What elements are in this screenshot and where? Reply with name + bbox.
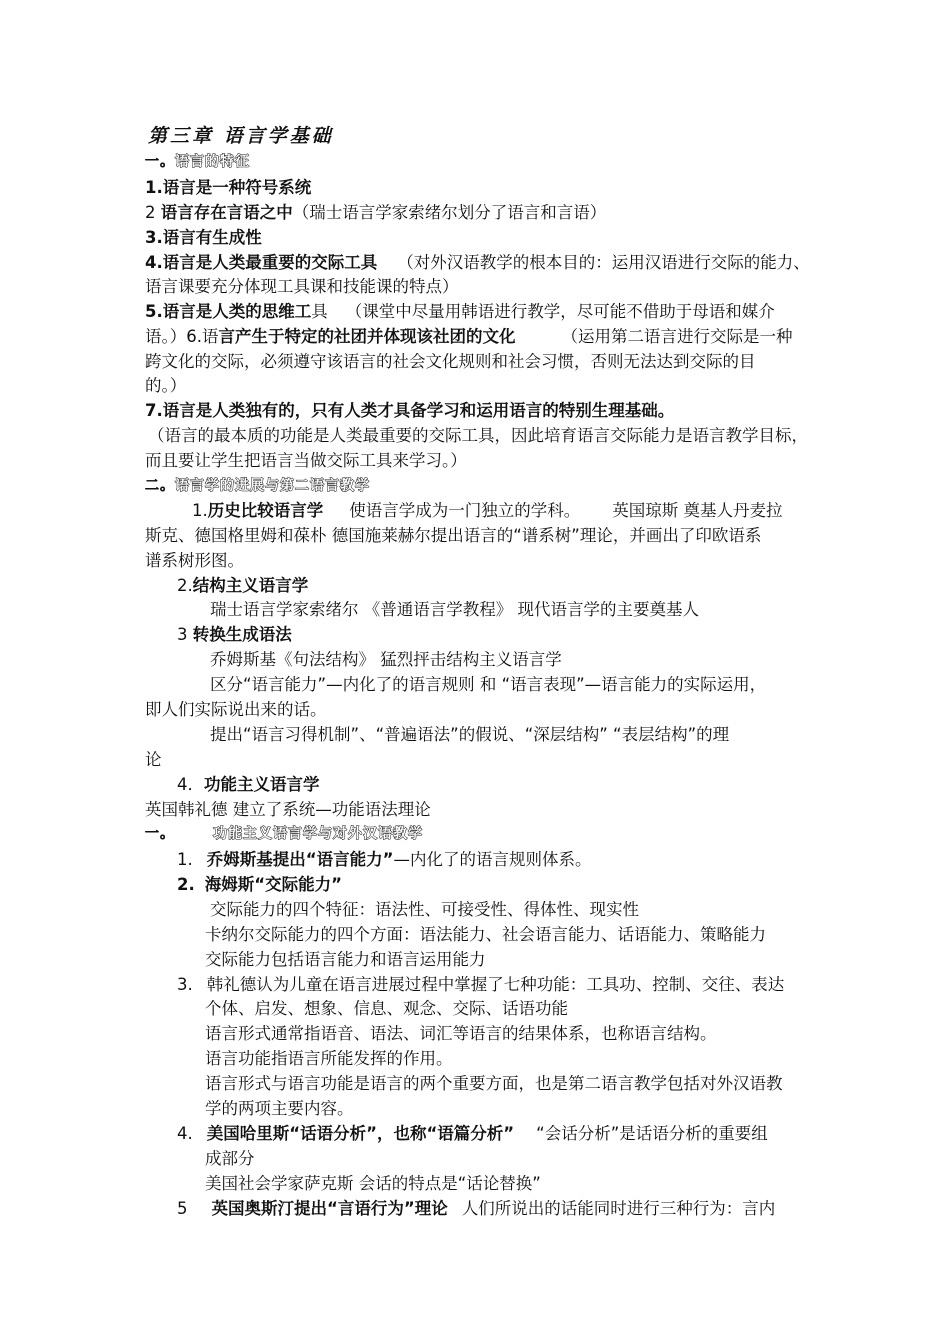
progress-2-number: 2.: [177, 576, 193, 595]
progress-4: [177, 773, 320, 797]
features-summary-cont: 而且要让学生把语言当做交际工具来学习。）: [145, 451, 467, 470]
functional-item-5: [177, 1197, 775, 1221]
progress-1-number: 1.: [192, 501, 208, 520]
functional-item-2: [177, 873, 342, 897]
section-number: 二。: [145, 478, 175, 494]
item-number: 1.: [177, 850, 193, 869]
feature-4-note-cont: 语言课要充分体现工具课和技能课的特点）: [145, 277, 459, 296]
section-number: 一。: [145, 826, 175, 842]
section-title: 语言的特征: [175, 154, 250, 170]
item-text: “会话分析”是话语分析的重要组: [536, 1124, 768, 1143]
feature-2-number: 2: [145, 203, 161, 222]
functional-item-3-d: 语言功能指语言所能发挥的作用。: [205, 1049, 453, 1068]
item-number: 4.: [177, 1124, 193, 1143]
progress-3: [177, 623, 292, 647]
feature-6-note: （运用第二语言进行交际是一种: [561, 327, 793, 346]
item-number: 3.: [177, 975, 193, 994]
feature-2-title: 语言存在言语之中: [160, 203, 293, 222]
feature-5-note: （课堂中尽量用韩语进行教学，尽可能不借助于母语和媒介: [345, 302, 775, 321]
progress-3-number: 3: [177, 625, 193, 644]
feature-5-note-cont: 语。）: [145, 327, 187, 346]
feature-4-title: 4.语言是人类最重要的交际工具: [145, 253, 378, 272]
feature-3: 3.语言有生成性: [145, 228, 262, 247]
functional-item-3-c: 语言形式通常指语音、语法、词汇等语言的结果体系，也称语言结构。: [205, 1024, 717, 1043]
feature-4: [145, 251, 810, 275]
progress-2-text: 瑞士语言学家索绪尔 《普通语言学教程》 现代语言学的主要奠基人: [210, 600, 699, 619]
functional-item-3: [177, 973, 784, 997]
item-title: 英国奥斯汀提出“言语行为”理论: [211, 1199, 448, 1218]
item-title: 美国哈里斯“话语分析”，也称“语篇分析”: [206, 1124, 515, 1143]
functional-item-2-a: 交际能力的四个特征：语法性、可接受性、得体性、现实性: [210, 900, 639, 919]
feature-2-note: （瑞士语言学家索绪尔划分了语言和言语）: [292, 203, 607, 222]
feature-5-title: 5.语言是人类的思维工: [145, 302, 312, 321]
progress-1: [192, 499, 783, 523]
feature-2: [145, 201, 606, 225]
item-number: 5: [177, 1199, 188, 1218]
section-heading-progress: [145, 474, 370, 498]
progress-4-text: 英国韩礼德 建立了系统—功能语法理论: [145, 800, 431, 819]
feature-5: [145, 300, 775, 324]
progress-1-text-b: 英国琼斯 奠基人丹麦拉: [612, 501, 783, 520]
progress-3-text: 乔姆斯基《句法结构》 猛烈抨击结构主义语言学: [210, 650, 562, 669]
section-title: 功能主义语言学与对外汉语教学: [213, 826, 423, 842]
progress-3-text-c: 即人们实际说出来的话。: [145, 700, 327, 719]
item-text: 人们所说出的话能同时进行三种行为：言内: [461, 1199, 776, 1218]
feature-6-note-cont: 跨文化的交际，必须遵守该语言的社会文化规则和社会习惯，否则无法达到交际的目: [145, 352, 756, 371]
feature-5-6-line: [145, 325, 793, 349]
feature-1: 1.语言是一种符号系统: [145, 178, 312, 197]
progress-1-cont: 斯克、德国格里姆和葆朴 德国施莱赫尔提出语言的“谱系树”理论，并画出了印欧语系: [145, 526, 762, 545]
item-text: —内化了的语言规则体系。: [393, 850, 592, 869]
functional-item-2-c: 交际能力包括语言能力和语言运用能力: [205, 950, 486, 969]
progress-1-text: 使语言学成为一门独立的学科。: [349, 501, 581, 520]
progress-4-title: 功能主义语言学: [204, 775, 320, 794]
functional-item-2-b: 卡纳尔交际能力的四个方面：语法能力、社会语言能力、话语能力、策略能力: [205, 925, 766, 944]
progress-3-text-e: 论: [145, 750, 162, 769]
progress-2-title: 结构主义语言学: [192, 576, 309, 595]
functional-item-1: [177, 848, 591, 872]
progress-3-text-b: 区分“语言能力”—内化了的语言规则 和 “语言表现”—语言能力的实际运用，: [210, 675, 767, 694]
feature-6-title: 言产生于特定的社团并体现该社团的文化: [218, 327, 516, 346]
progress-3-text-d: 提出“语言习得机制”、“普遍语法”的假说、“深层结构” “表层结构”的理: [210, 725, 730, 744]
progress-4-number: 4．: [177, 775, 204, 794]
functional-item-3-b: 个体、启发、想象、信息、观念、交际、话语功能: [205, 999, 568, 1018]
functional-item-4-c: 美国社会学家萨克斯 会话的特点是“话论替换”: [205, 1174, 541, 1193]
feature-7: 7.语言是人类独有的，只有人类才具备学习和运用语言的特别生理基础。: [145, 401, 675, 420]
feature-6-number: 6.语: [186, 327, 219, 346]
item-text: 韩礼德认为儿童在语言进展过程中掌握了七种功能：工具功、控制、交往、表达: [206, 975, 785, 994]
progress-3-title: 转换生成语法: [192, 625, 292, 644]
functional-item-4-b: 成部分: [205, 1149, 255, 1168]
item-title: 乔姆斯基提出“语言能力”: [206, 850, 394, 869]
feature-5-title-end: 具: [311, 302, 328, 321]
functional-item-4: [177, 1122, 768, 1146]
item-title: 海姆斯“交际能力”: [204, 875, 342, 894]
feature-4-note: （对外汉语教学的根本目的：运用汉语进行交际的能力、: [397, 253, 810, 272]
features-summary: （语言的最本质的功能是人类最重要的交际工具，因此培育语言交际能力是语言教学目标，: [148, 426, 808, 445]
progress-1-end: 谱系树形图。: [145, 551, 244, 570]
section-heading-functional: [145, 822, 423, 846]
chapter-title: 第三章 语言学基础: [148, 125, 334, 147]
functional-item-3-f: 学的两项主要内容。: [205, 1099, 354, 1118]
progress-2: [177, 574, 308, 598]
section-number: 一。: [145, 154, 175, 170]
functional-item-3-e: 语言形式与语言功能是语言的两个重要方面，也是第二语言教学包括对外汉语教: [205, 1074, 783, 1093]
item-number: 2.: [177, 875, 195, 894]
section-heading-features: [145, 150, 250, 174]
section-title: 语言学的进展与第二语言教学: [175, 478, 370, 494]
progress-1-title: 历史比较语言学: [207, 501, 324, 520]
feature-6-note-end: 的。）: [145, 376, 187, 395]
